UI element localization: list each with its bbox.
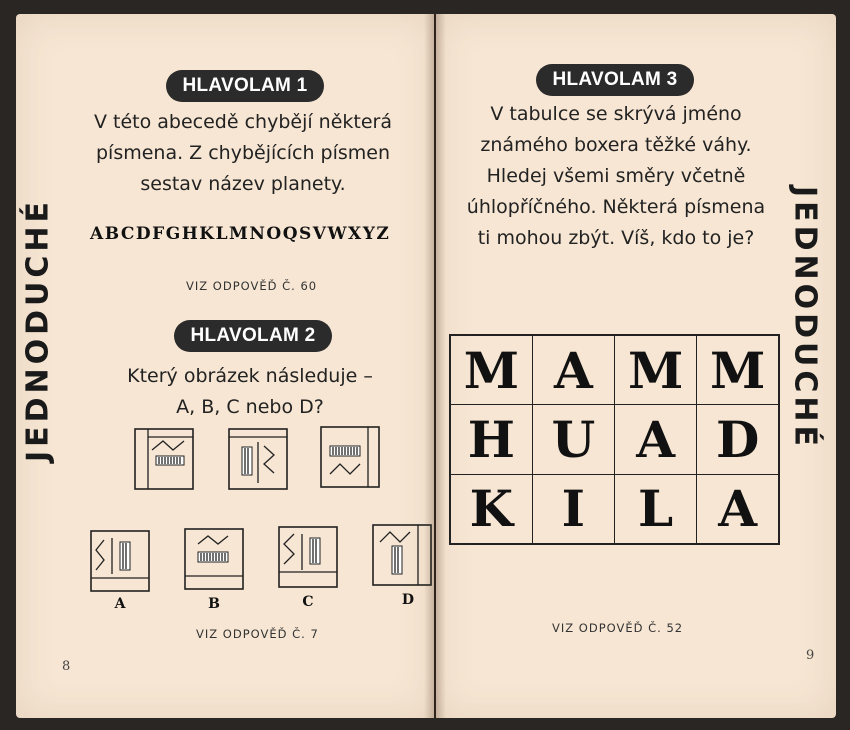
puzzle1-line-3: sestav název planety. — [140, 173, 346, 195]
puzzle1-line-2: písmena. Z chybějících písmen — [95, 142, 391, 164]
puzzle1-line-1: V této abecedě chybějí některá — [93, 111, 393, 133]
grid-cell[interactable]: K — [450, 474, 532, 544]
option-a-figure[interactable] — [90, 530, 150, 592]
grid-cell[interactable]: A — [697, 474, 779, 544]
puzzle2-line-2: A, B, C nebo D? — [176, 396, 324, 418]
sequence-figure-1 — [134, 428, 194, 490]
option-c-figure[interactable] — [278, 526, 338, 588]
puzzle3-line-3: Hledej všemi směry včetně — [486, 165, 746, 187]
option-d-figure[interactable] — [372, 524, 432, 586]
right-vertical-title: JEDNODUCHÉ — [787, 185, 823, 451]
left-page-number: 8 — [62, 659, 71, 674]
sequence-figure-2 — [228, 428, 288, 490]
book-gutter — [424, 14, 446, 718]
option-b-figure[interactable] — [184, 528, 244, 590]
right-page-number: 9 — [806, 648, 815, 663]
sequence-figure-3 — [320, 426, 380, 488]
puzzle3-title: HLAVOLAM 3 — [536, 64, 694, 96]
puzzle3-line-5: ti mohou zbýt. Víš, kdo to je? — [477, 227, 755, 249]
puzzle3-line-2: známého boxera těžké váhy. — [480, 134, 752, 156]
option-b-label[interactable]: B — [208, 596, 220, 612]
grid-row — [450, 335, 779, 405]
puzzle3-text — [448, 99, 784, 254]
grid-cell[interactable]: M — [697, 335, 779, 405]
grid-row — [450, 474, 779, 544]
puzzle2-reference: VIZ ODPOVĚĎ Č. 7 — [196, 627, 319, 641]
grid-cell[interactable]: A — [532, 335, 614, 405]
puzzle1-title: HLAVOLAM 1 — [166, 70, 324, 102]
grid-cell[interactable]: U — [532, 405, 614, 474]
puzzle3-line-1: V tabulce se skrývá jméno — [490, 103, 742, 125]
grid-cell[interactable]: M — [615, 335, 697, 405]
puzzle3-line-4: úhlopříčného. Některá písmena — [466, 196, 766, 218]
grid-cell[interactable]: I — [532, 474, 614, 544]
puzzle3-reference: VIZ ODPOVĚĎ Č. 52 — [552, 621, 684, 635]
letter-grid — [449, 334, 780, 545]
grid-row — [450, 405, 779, 474]
grid-cell[interactable]: A — [615, 405, 697, 474]
left-vertical-title: JEDNODUCHÉ — [20, 197, 56, 463]
puzzle1-reference: VIZ ODPOVĚĎ Č. 60 — [186, 279, 318, 293]
grid-cell[interactable]: H — [450, 405, 532, 474]
grid-cell[interactable]: D — [697, 405, 779, 474]
puzzle1-text — [78, 107, 408, 200]
puzzle2-line-1: Který obrázek následuje – — [127, 365, 373, 387]
option-a-label[interactable]: A — [114, 596, 126, 612]
puzzle2-text — [90, 361, 410, 423]
option-d-label[interactable]: D — [401, 592, 415, 608]
grid-cell[interactable]: M — [450, 335, 532, 405]
puzzle1-alphabet: ABCDFGHKLMNOQSVWXYZ — [90, 224, 391, 244]
puzzle2-title: HLAVOLAM 2 — [174, 320, 332, 352]
option-c-label[interactable]: C — [302, 594, 314, 610]
grid-cell[interactable]: L — [615, 474, 697, 544]
